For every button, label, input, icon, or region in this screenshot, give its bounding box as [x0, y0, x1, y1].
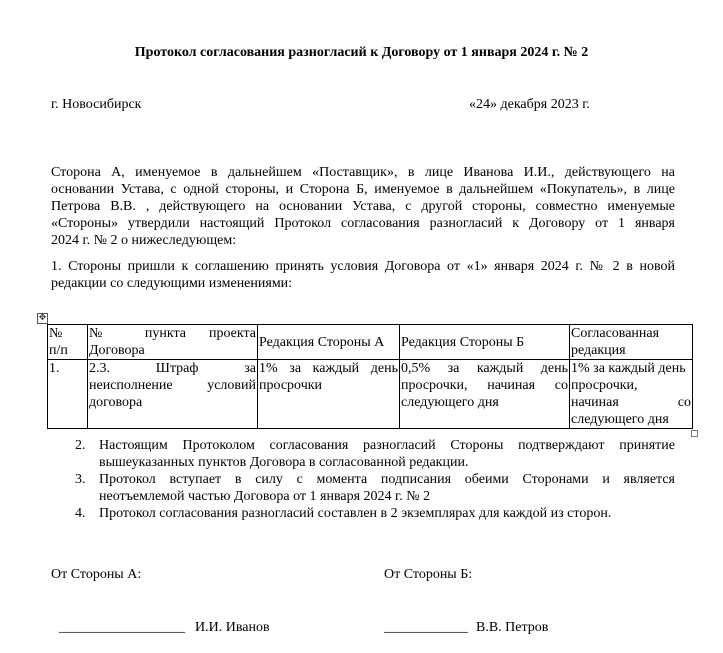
table-cell[interactable] — [88, 360, 258, 429]
point-1-line: редакции со следующими изменениями: — [51, 276, 293, 291]
header-text: Редакция Стороны Б — [401, 334, 525, 350]
intro-paragraph — [51, 164, 675, 249]
cell-text: 1% за каждый день — [571, 361, 686, 376]
header-text: Редакция Стороны А — [259, 334, 385, 350]
table-cell[interactable] — [258, 360, 400, 429]
list-item — [75, 471, 675, 505]
header-cell-agreed[interactable] — [570, 325, 693, 360]
list-item — [75, 437, 675, 471]
header-text: редакция — [571, 343, 626, 358]
intro-line: «Стороны» утвердили настоящий Протокол согласования разногласий к Договору от 1 января — [51, 216, 675, 231]
header-cell-party-b[interactable] — [400, 325, 570, 360]
table-cell[interactable] — [570, 360, 693, 429]
cell-text: просрочки, начиная со — [401, 378, 568, 393]
header-cell-clause[interactable] — [88, 325, 258, 360]
header-text: № — [49, 326, 63, 341]
party-b-signature-label: От Стороны Б: — [384, 567, 473, 582]
intro-line: основании Устава, с одной стороны, и Сторона Б, именуемое в дальнейшем «Покупатель», в лице — [51, 182, 675, 197]
cell-text: просрочки, — [571, 378, 638, 393]
intro-line: Сторона А, именуемое в дальнейшем «Поставщик», в лице Иванова И.И., действующего на — [51, 165, 675, 180]
header-text: № пункта проекта — [89, 326, 256, 341]
cell-text: неисполнение условий — [89, 378, 256, 393]
list-item — [75, 505, 675, 522]
document-date: «24» декабря 2023 г. — [469, 97, 590, 112]
list-item-line: Настоящим Протоколом согласования разногласий Стороны подтверждают принятие — [99, 438, 675, 453]
list-item-number: 4. — [75, 506, 86, 521]
party-b-signatory-name: В.В. Петров — [476, 620, 549, 635]
table-cell[interactable] — [400, 360, 570, 429]
cell-text: договора — [89, 395, 143, 410]
point-1-line: 1. Стороны пришли к соглашению принять условия Договора от «1» января 2024 г. № 2 в новой — [51, 259, 675, 274]
changes-table — [47, 324, 693, 429]
cell-text: начиная со — [571, 395, 691, 410]
numbered-list — [75, 437, 675, 522]
header-cell-number[interactable] — [48, 325, 88, 360]
party-a-signature-line: __________________ — [59, 620, 185, 635]
list-item-line: Протокол согласования разногласий составлен в 2 экземплярах для каждой из сторон. — [99, 506, 612, 521]
header-text: Согласованная — [571, 326, 660, 341]
point-1-paragraph — [51, 258, 675, 292]
city: г. Новосибирск — [51, 97, 142, 112]
cell-text: следующего дня — [401, 395, 499, 410]
header-text: п/п — [49, 343, 68, 358]
list-item-line: Протокол вступает в силу с момента подписания обеими Сторонами и является — [99, 472, 675, 487]
list-item-line: неотъемлемой частью Договора от 1 января 2024 г. № 2 — [99, 489, 431, 504]
party-a-signature-label: От Стороны А: — [51, 567, 142, 582]
cell-text: 1. — [49, 361, 60, 376]
party-a-signatory-name: И.И. Иванов — [195, 620, 270, 635]
header-text: Договора — [89, 343, 145, 358]
list-item-number: 3. — [75, 472, 86, 487]
document-title: Протокол согласования разногласий к Договору от 1 января 2024 г. № 2 — [134, 45, 589, 60]
intro-line: 2024 г. № 2 о нижеследующем: — [51, 233, 237, 248]
list-item-line: вышеуказанных пунктов Договора в согласованной редакции. — [99, 455, 469, 470]
header-cell-party-a[interactable] — [258, 325, 400, 360]
table-cell[interactable] — [48, 360, 88, 429]
cell-text: следующего дня — [571, 412, 669, 427]
table-row — [48, 360, 693, 429]
cell-text: 0,5% за каждый день — [401, 361, 568, 376]
cell-text: 1% за каждый день — [259, 361, 398, 376]
table-resize-handle[interactable] — [691, 430, 698, 437]
table-header-row — [48, 325, 693, 360]
table-move-handle-icon[interactable]: ✥ — [38, 313, 47, 323]
intro-line: Петрова В.В. , действующего на основании Устава, с другой стороны, совместно именуемые — [51, 199, 675, 214]
cell-text: просрочки — [259, 378, 323, 393]
party-b-signature-line: ____________ — [384, 620, 468, 635]
list-item-number: 2. — [75, 438, 86, 453]
cell-text: 2.3. Штраф за — [89, 361, 256, 376]
